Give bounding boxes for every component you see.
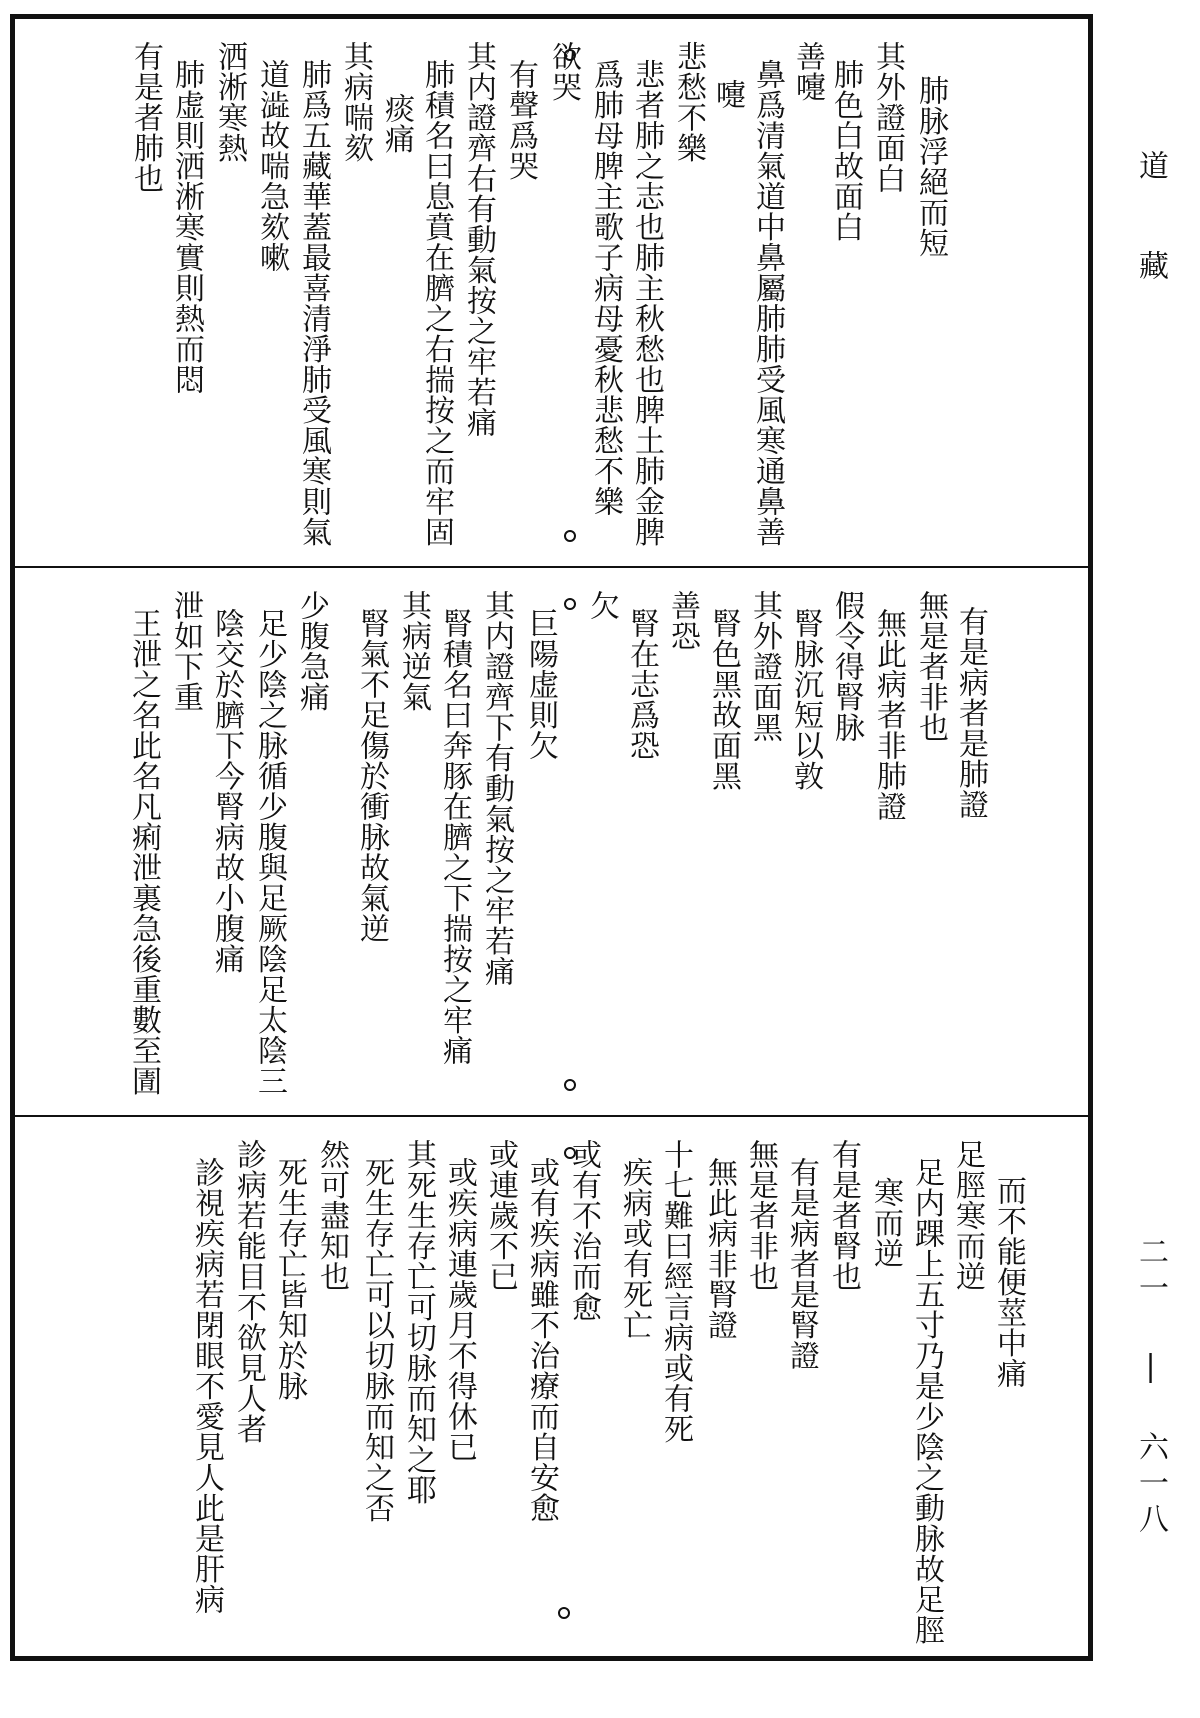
text-column: 足少陰之脉循少腹與足厥陰足太陰三 [252,608,287,1096]
text-column: 或有疾病雖不治療而自安愈 [524,1157,559,1523]
text-column: 欲哭 [546,41,581,102]
text-column: 腎氣不足傷於衝脉故氣逆 [354,608,389,944]
text-column: 其外證面白 [870,41,905,194]
text-column: 有聲爲哭 [503,59,538,181]
text-column: 其外證面黑 [747,590,782,743]
text-column: 泄如下重 [168,590,203,712]
circle-mark [558,1607,570,1619]
text-column: 道澁故喘急欬嗽 [254,59,289,273]
text-column: 痰痛 [379,93,414,154]
text-column: 王泄之名此名凡痢泄裏急後重數至圊 [126,608,161,1096]
text-column: 或疾病連歲月不得休已 [442,1157,477,1462]
text-column: 陰交於臍下今腎病故小腹痛 [209,608,244,974]
text-column: 欠 [584,590,619,621]
text-column: 有是者肺也 [128,41,163,194]
text-column: 死生存亡可以切脉而知之否 [359,1157,394,1523]
text-column: 診視疾病若閉眼不愛見人此是肝病 [189,1157,224,1615]
margin-title: 道藏 [1133,150,1168,350]
text-column: 腎脉沉短以敦 [788,608,823,791]
text-column: 肺脉浮絕而短 [913,75,948,258]
text-column: 肺積名曰息賁在臍之右揣按之而牢固 [419,59,454,547]
text-column: 有是病者是腎證 [784,1157,819,1371]
text-column: 腎積名曰奔豚在臍之下揣按之牢痛 [437,608,472,1066]
text-column: 寒而逆 [868,1177,903,1269]
text-column: 假令得腎脉 [829,590,864,743]
text-column: 十七難曰經言病或有死 [658,1139,693,1444]
text-column: 而不能便莖中痛 [991,1175,1026,1389]
text-column: 洒淅寒熱 [212,41,247,163]
text-column: 腎在志爲恐 [624,608,659,761]
text-column: 鼻爲清氣道中鼻屬肺肺受風寒通鼻善 [750,59,785,547]
circle-mark [564,530,576,542]
circle-mark [564,1079,576,1091]
text-column: 肺色白故面白 [828,59,863,242]
page-number: 二一 | 六一八 [1133,1236,1168,1539]
text-column: 善嚏 [790,41,825,102]
panel-middle [15,568,1088,1115]
text-column: 腎色黑故面黑 [706,608,741,791]
text-column: 有是病者是肺證 [953,606,988,820]
text-column: 足脛寒而逆 [950,1139,985,1292]
text-column: 疾病或有死亡 [617,1157,652,1340]
text-column: 其病喘欬 [338,41,373,163]
text-column: 診病若能目不欲見人者 [231,1139,266,1444]
text-column: 無是者非也 [743,1139,778,1292]
circle-mark [564,598,576,610]
text-column: 足内踝上五寸乃是少陰之動脉故足脛 [909,1157,944,1645]
text-column: 無此病者非肺證 [871,608,906,822]
text-column: 其病逆氣 [396,590,431,712]
text-column: 然可盡知也 [314,1139,349,1292]
text-column: 爲肺母脾主歌子病母憂秋悲愁不樂 [588,59,623,517]
text-column: 無是者非也 [913,590,948,743]
text-column: 或有不治而愈 [566,1139,601,1322]
text-column: 其内證齊右有動氣按之牢若痛 [461,41,496,438]
text-column: 無此病非腎證 [702,1157,737,1340]
page-frame [10,14,1093,1661]
text-column: 其死生存亡可切脉而知之耶 [401,1139,436,1505]
text-column: 嚏 [710,79,745,110]
text-column: 巨陽虚則欠 [523,608,558,761]
circle-mark [564,49,576,61]
text-column: 肺虚則洒淅寒實則熱而悶 [169,59,204,395]
text-column: 少腹急痛 [294,590,329,712]
circle-mark [564,1147,576,1159]
text-column: 其内證齊下有動氣按之牢若痛 [479,590,514,987]
text-column: 死生存亡皆知於脉 [272,1157,307,1401]
text-column: 悲者肺之志也肺主秋愁也脾土肺金脾 [629,59,664,547]
text-column: 有是者腎也 [826,1139,861,1292]
panel-top [15,19,1088,566]
panel-bottom [15,1117,1088,1661]
text-column: 或連歲不已 [483,1139,518,1292]
text-column: 悲愁不樂 [671,41,706,163]
text-column: 肺爲五藏華蓋最喜清淨肺受風寒則氣 [296,59,331,547]
text-column: 善恐 [665,590,700,651]
